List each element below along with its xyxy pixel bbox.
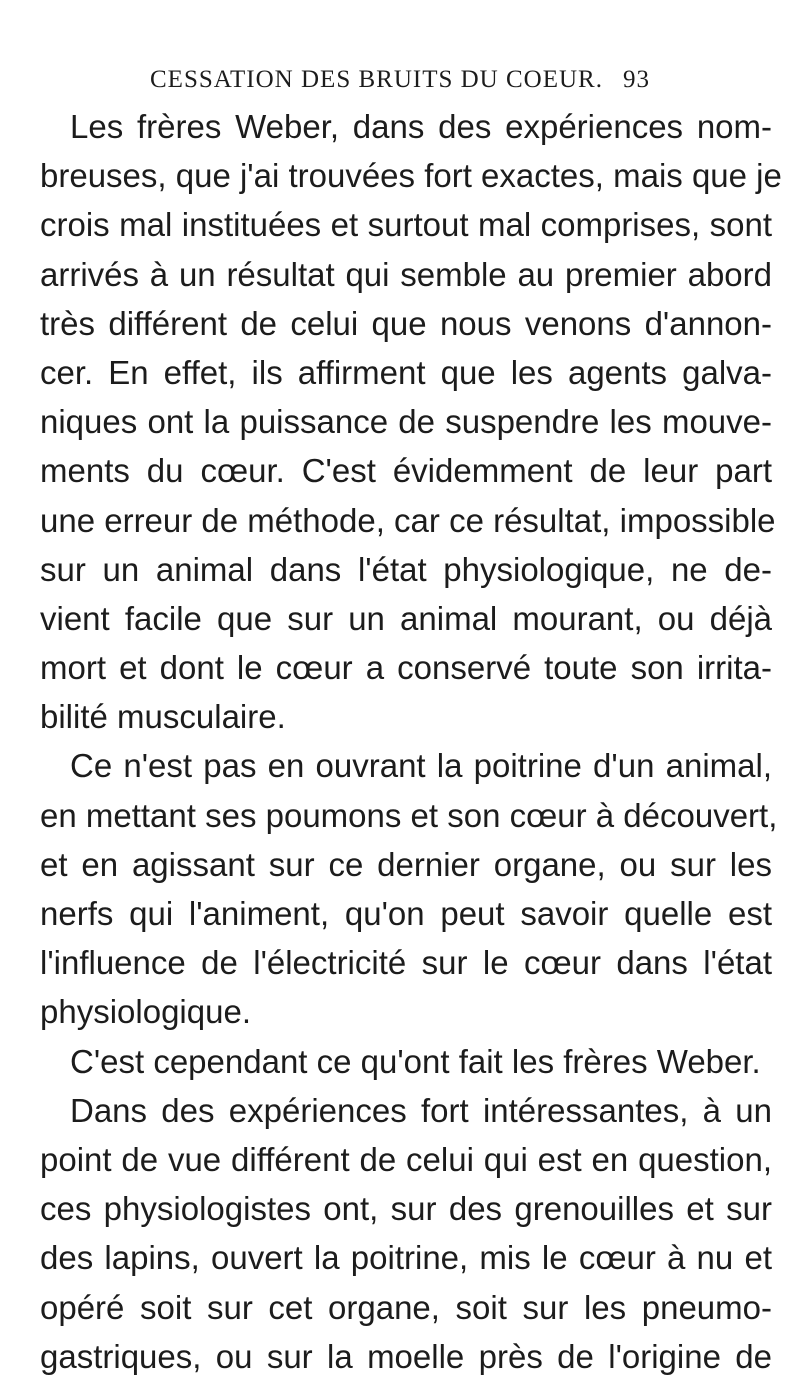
text-line: opéré soit sur cet organe, soit sur les pneumo-: [40, 1288, 772, 1326]
text-line: Les frères Weber, dans des expériences nom-: [70, 108, 772, 145]
text-line: sur un animal dans l'état physiologique, ne de-: [40, 550, 772, 588]
text-line: niques ont la puissance de suspendre les mouve-: [40, 403, 772, 441]
text-line: Dans des expériences fort intéressantes, à un: [70, 1091, 772, 1129]
text-line: mort et dont le cœur a conservé toute son irrita-: [40, 649, 772, 687]
text-line: ces physiologistes ont, sur des grenouilles et sur: [40, 1190, 772, 1228]
text-line: des lapins, ouvert la poitrine, mis le cœur à nu et: [40, 1239, 772, 1277]
body-text: [40, 102, 782, 1381]
text-line: cer. En effet, ils affirment que les agents galva-: [40, 353, 772, 391]
running-head: [150, 60, 650, 100]
text-line: une erreur de méthode, car ce résultat, impossible: [40, 501, 776, 539]
text-line: C'est cependant ce qu'ont fait les frères Weber.: [70, 1042, 761, 1080]
text-line: l'influence de l'électricité sur le cœur dans l'état: [40, 944, 772, 982]
text-line: en mettant ses poumons et son cœur à découvert,: [40, 796, 778, 834]
text-line: physiologique.: [40, 993, 251, 1031]
text-line: point de vue différent de celui qui est en question,: [40, 1140, 772, 1178]
text-line: très différent de celui que nous venons d'annon-: [40, 304, 772, 342]
text-line: nerfs qui l'animent, qu'on peut savoir quelle est: [40, 895, 772, 932]
text-line: vient facile que sur un animal mourant, ou déjà: [40, 599, 772, 637]
text-line: crois mal instituées et surtout mal comprises, sont: [40, 206, 772, 244]
text-line: bilité musculaire.: [40, 698, 286, 736]
page-number: 93: [623, 66, 650, 93]
text-line: gastriques, ou sur la moelle près de l'origine de: [40, 1337, 772, 1375]
text-line: ments du cœur. C'est évidemment de leur part: [40, 452, 772, 490]
text-line: arrivés à un résultat qui semble au premier abord: [40, 255, 772, 293]
running-title: CESSATION DES BRUITS DU COEUR.: [150, 66, 603, 93]
text-line: breuses, que j'ai trouvées fort exactes, mais que je: [40, 157, 782, 195]
text-line: et en agissant sur ce dernier organe, ou sur les: [40, 845, 772, 883]
text-line: Ce n'est pas en ouvrant la poitrine d'un animal,: [70, 747, 772, 785]
